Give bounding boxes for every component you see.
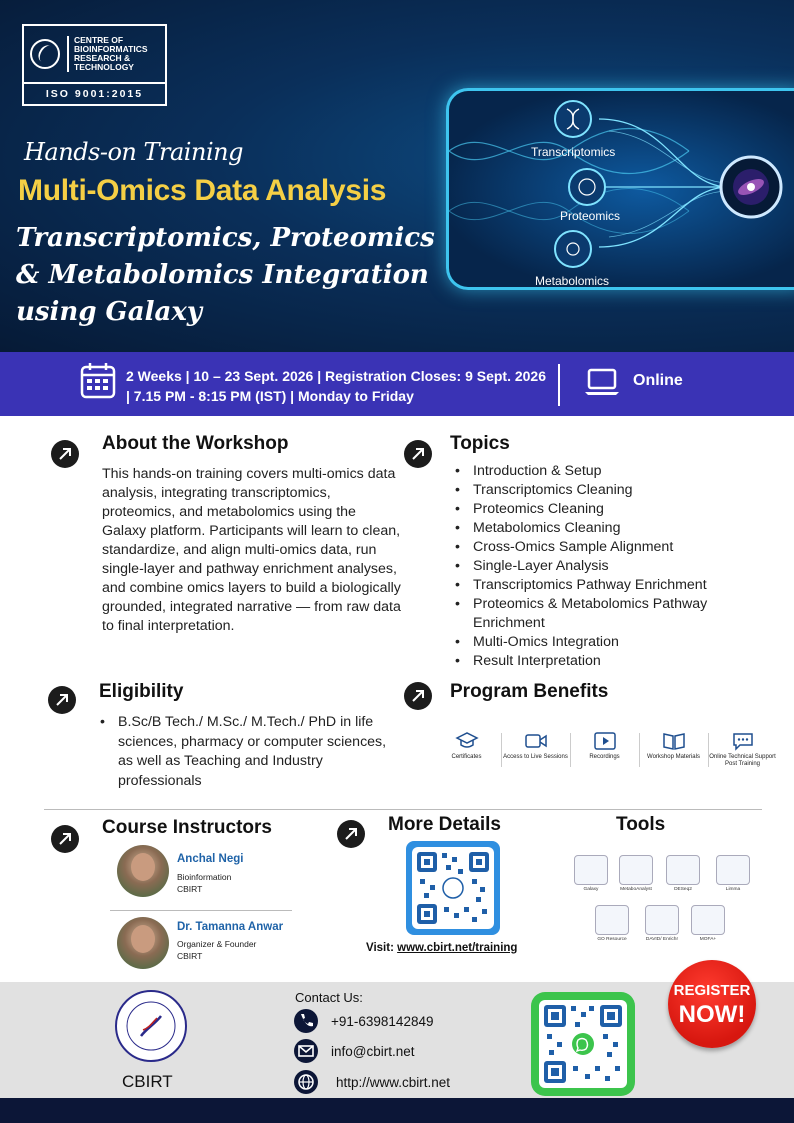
tool-david-enrichr: DAVID/ Enrichr (644, 905, 680, 942)
phone-number[interactable]: +91-6398142849 (331, 1014, 434, 1029)
list-item: • Result Interpretation (455, 652, 755, 671)
instructor-name: Anchal Negi (177, 853, 244, 865)
instructors-heading: Course Instructors (102, 817, 272, 838)
eligibility-heading: Eligibility (99, 681, 184, 702)
tool-metaboanalyst: MetaboAnalyst (618, 855, 654, 892)
list-item: • Transcriptomics Pathway Enrichment (455, 576, 755, 595)
chat-icon (731, 731, 755, 751)
whatsapp-icon (572, 1033, 594, 1055)
list-item: • Cross-Omics Sample Alignment (455, 538, 755, 557)
limma-icon (716, 855, 750, 885)
main-title: Multi-Omics Data Analysis (18, 174, 387, 207)
benefit-certificates: Certificates (432, 725, 501, 775)
topics-heading: Topics (450, 433, 510, 454)
tool-limma: Limma (715, 855, 751, 892)
website-link[interactable]: http://www.cbirt.net (336, 1075, 451, 1090)
cbirt-logo (22, 24, 167, 106)
register-now-button[interactable]: REGISTER NOW! (668, 960, 756, 1048)
sub-title: Transcriptomics, Proteomics & Metabolomics Integration using Galaxy (16, 223, 435, 327)
galaxy-icon (574, 855, 608, 885)
arrow-icon (404, 682, 432, 710)
list-item: • Introduction & Setup (455, 462, 755, 481)
video-camera-icon (524, 731, 548, 751)
list-item: • Proteomics Cleaning (455, 500, 755, 519)
email-icon (294, 1039, 318, 1063)
header-banner (0, 0, 794, 352)
list-item: • Proteomics & Metabolomics Pathway Enrichment (455, 595, 755, 633)
benefit-recordings: Recordings (570, 725, 639, 775)
email-address[interactable]: info@cbirt.net (331, 1044, 415, 1059)
visit-link[interactable]: Visit: www.cbirt.net/training (366, 942, 518, 954)
instructor-divider (110, 910, 292, 911)
mode-online: Online (633, 372, 683, 389)
tagline: Hands-on Training (24, 138, 243, 166)
tool-mofa: MOFA+ (690, 905, 726, 942)
list-item: • Multi-Omics Integration (455, 633, 755, 652)
play-icon (593, 731, 617, 751)
benefit-live-sessions: Access to Live Sessions (501, 725, 570, 775)
topics-list (455, 462, 755, 671)
eligibility-text: • B.Sc/B Tech./ M.Sc./ M.Tech./ PhD in life sciences, pharmacy or computer sciences, as well as Teaching and Industry professionals (100, 713, 400, 791)
list-item: • Metabolomics Cleaning (455, 519, 755, 538)
arrow-icon (51, 825, 79, 853)
cbirt-seal-logo (115, 990, 187, 1062)
schedule-text: 2 Weeks | 10 – 23 Sept. 2026 | Registration Closes: 9 Sept. 2026 | 7.15 PM - 8:15 PM (IST) | Monday to Friday (126, 368, 546, 404)
qr-code-training[interactable] (406, 841, 500, 935)
graduation-cap-icon (455, 731, 479, 751)
tool-deseq2: DESeq2 (665, 855, 701, 892)
deseq2-icon (666, 855, 700, 885)
proteomics-label: Proteomics (560, 209, 621, 223)
instructor-name: Dr. Tamanna Anwar (177, 921, 284, 933)
contact-title: Contact Us: (295, 990, 363, 1005)
iso-certification: ISO 9001:2015 (45, 88, 144, 100)
qr-code-whatsapp[interactable] (531, 992, 635, 1096)
book-icon (662, 731, 686, 751)
benefit-materials: Workshop Materials (639, 725, 708, 775)
dna-logo-icon (30, 39, 60, 69)
list-item: • Single-Layer Analysis (455, 557, 755, 576)
instructor-role: Bioinformation CBIRT (177, 872, 232, 894)
benefit-support: Online Technical Support Post Training (708, 725, 777, 775)
logo-org-name: CENTRE OF BIOINFORMATICS RESEARCH & TECHNOLOGY (67, 36, 148, 72)
laptop-icon (584, 367, 620, 397)
avatar (117, 917, 169, 969)
info-divider (558, 364, 560, 406)
david-enrichr-icon (645, 905, 679, 935)
instructor-role: Organizer & Founder CBIRT (177, 939, 257, 961)
arrow-icon (337, 820, 365, 848)
metaboanalyst-icon (619, 855, 653, 885)
mofa-icon (691, 905, 725, 935)
avatar (117, 845, 169, 897)
metabolomics-label: Metabolomics (535, 274, 610, 288)
footer-org-name: CBIRT (122, 1072, 173, 1091)
arrow-icon (404, 440, 432, 468)
benefits-strip (432, 725, 777, 775)
details-heading: More Details (388, 814, 501, 835)
tools-grid (566, 852, 766, 952)
arrow-icon (51, 440, 79, 468)
phone-icon (294, 1009, 318, 1033)
tool-galaxy: Galaxy (573, 855, 609, 892)
transcriptomics-label: Transcriptomics (531, 145, 616, 159)
tools-heading: Tools (616, 814, 666, 835)
section-divider (44, 809, 762, 810)
benefits-heading: Program Benefits (450, 681, 609, 702)
footer-band (0, 1098, 794, 1123)
globe-icon (294, 1070, 318, 1094)
about-text: This hands-on training covers multi-omics data analysis, integrating transcriptomics, proteomics, and metabolomics using the Galaxy platform. Participants will learn to clean, standardize, and align multi-omics data, run single-layer and pathway enrichment analyses, and combine omics layers to build a biologically grounded, integrated narrative — from raw data to final interpretation. (102, 466, 401, 634)
arrow-icon (48, 686, 76, 714)
omics-network-illustration (449, 91, 794, 290)
about-heading: About the Workshop (102, 433, 289, 454)
calendar-icon (80, 361, 116, 399)
go-resource-icon (595, 905, 629, 935)
list-item: • Transcriptomics Cleaning (455, 481, 755, 500)
tool-go-resource: GO Resource (594, 905, 630, 942)
omics-graphic (446, 88, 794, 290)
